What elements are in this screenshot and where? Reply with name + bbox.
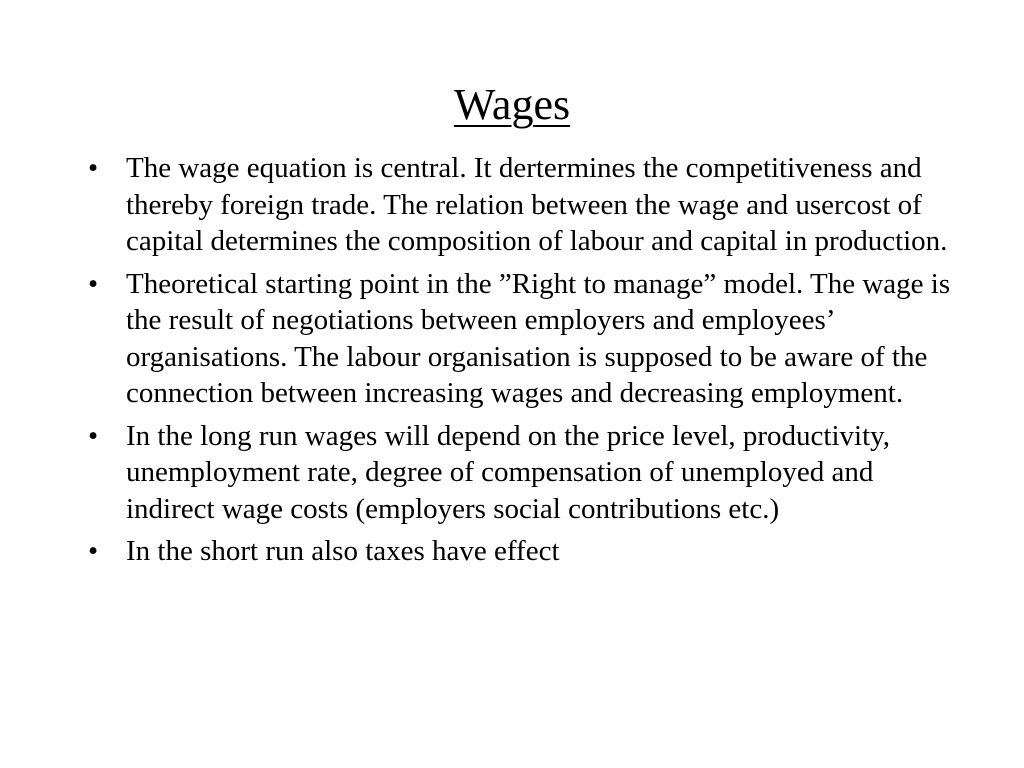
bullet-marker: • — [88, 419, 99, 452]
bullet-list — [88, 150, 958, 576]
bullet-text: In the short run also taxes have effect — [126, 535, 560, 567]
slide-title: Wages — [453, 80, 571, 129]
bullet-text: The wage equation is central. It dertermines the competitiveness and thereby foreign trade. The relation between the wage and usercost of capital determines the composition of labour and capital in production. — [126, 152, 948, 257]
bullet-marker: • — [88, 267, 99, 300]
bullet-item-1 — [88, 150, 958, 260]
bullet-text: In the long run wages will depend on the price level, productivity, unemployment rate, degree of compensation of unemployed and indirect wage costs (employers social contributions etc.) — [126, 419, 890, 525]
bullet-text: Theoretical starting point in the ”Right to manage” model. The wage is the result of negotiations between employers and employees’ organisations. The labour organisation is supposed to be aware of the connection between increasing wages and decreasing employment. — [126, 267, 951, 409]
bullet-item-4 — [88, 533, 958, 570]
bullet-marker: • — [88, 535, 99, 567]
bullet-item-3 — [88, 418, 958, 528]
bullet-item-2 — [88, 266, 958, 412]
bullet-marker: • — [88, 152, 99, 184]
